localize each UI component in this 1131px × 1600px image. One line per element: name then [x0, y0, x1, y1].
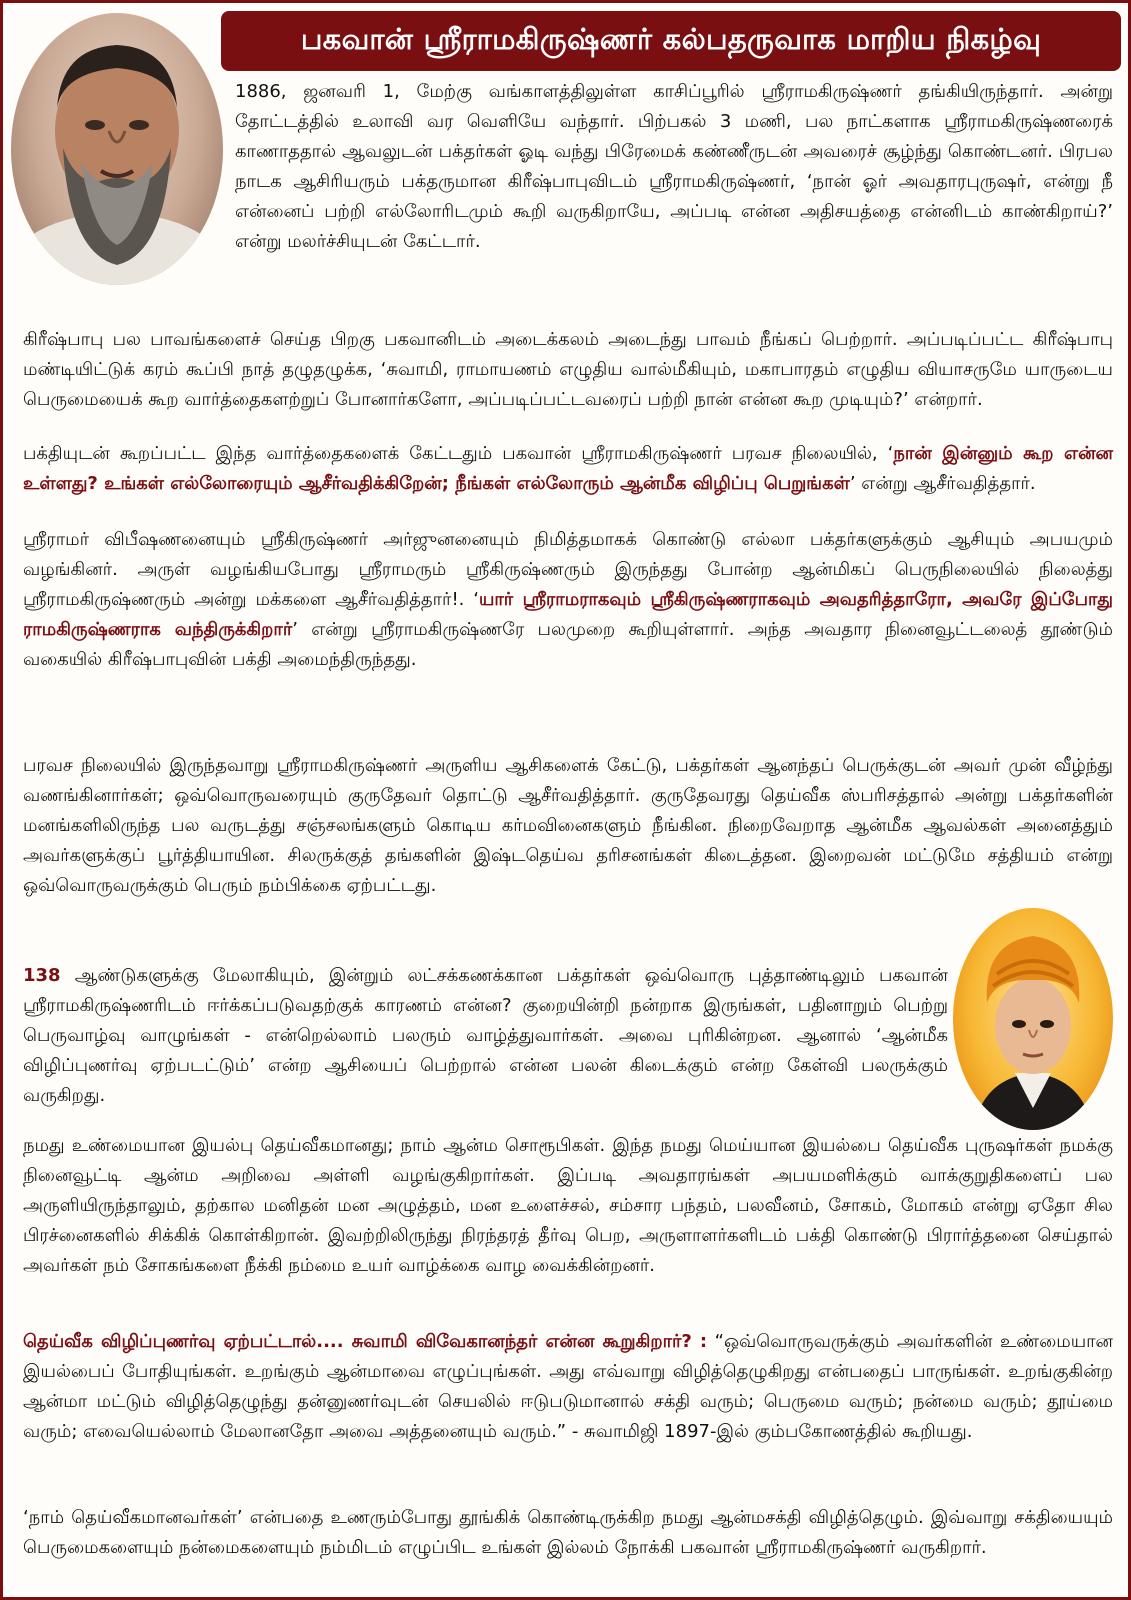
paragraph-blessing [23, 439, 1113, 499]
paragraph-divine-nature-text: நமது உண்மையான இயல்பு தெய்வீகமானது; நாம் ஆன்ம சொரூபிகள். இந்த நமது மெய்யான இயல்பை தெய்வீக புருஷர்கள் நமக்கு நினைவூட்டி ஆன்ம அறிவை அள்ளி வழங்குகிறார்கள். இப்படி அவதாரங்கள் அபயமளிக்கும் வாக்குறுதிகளைப் பல அருளியிருந்தாலும், தற்கால மனிதன் மன அழுத்தம், மன உளைச்சல், சம்சார பந்தம், பலவீனம், சோகம், மோகம் என்று ஏதோ சில பிரச்னைகளில் சிக்கிக் கொள்கிறான். இவற்றிலிருந்து நிரந்தரத் தீர்வு பெற, அருளாளர்களிடம் பக்தி கொண்டு பிரார்த்தனை செய்தால் அவர்கள் நம் சோகங்களை நீக்கி நம்மை உயர் வாழ்க்கை வாழ வைக்கின்றனர். [23, 1135, 1113, 1276]
paragraph-divine-nature [23, 1131, 1113, 1281]
paragraph-vivekananda-text: “ஒவ்வொருவருக்கும் அவர்களின் உண்மையான இயல்பைப் போதியுங்கள். உறங்கும் ஆன்மாவை எழுப்புங்கள். அது எவ்வாறு விழித்தெழுகிறது என்பதைப் பாருங்கள். உறங்குகின்ற ஆன்மா மட்டும் விழித்தெழுந்து தன்னுணர்வுடன் செயலில் ஈடுபடுமானால் சக்தி வரும்; பெருமை வரும்; நன்மை வரும்; தூய்மை வரும்; எவையெல்லாம் மேலானதோ அவை அத்தனையும் வரும்.” - சுவாமிஜி 1897-இல் கும்பகோணத்தில் கூறியது. [23, 1331, 1114, 1442]
paragraph-intro-text: 1886, ஜனவரி 1, மேற்கு வங்காளத்திலுள்ள காசிப்பூரில் ஸ்ரீராமகிருஷ்ணர் தங்கியிருந்தார். அன்று தோட்டத்தில் உலாவி வர வெளியே வந்தார். பிற்பகல் 3 மணி, பல நாட்களாக ஸ்ரீராமகிருஷ்ணரைக் காணாததால் ஆவலுடன் பக்தர்கள் ஓடி வந்து பிரேமைக் கண்ணீருடன் அவரைச் சூழ்ந்து கொண்டனர். பிரபல நாடக ஆசிரியரும் பக்தருமான கிரீஷ்பாபுவிடம் ஸ்ரீராமகிருஷ்ணர், ‘நான் ஓர் அவதாரபுருஷர், என்று நீ என்னைப் பற்றி எல்லோரிடமும் கூறி வருகிறாயே, அப்படி என்ன அதிசயத்தை என்னிடம் காண்கிறாய்?’ என்று மலர்ச்சியுடன் கேட்டார். [235, 81, 1113, 252]
article-title: பகவான் ஸ்ரீராமகிருஷ்ணர் கல்பதருவாக மாறிய நிகழ்வு [221, 11, 1121, 71]
paragraph-blessing-lead: பக்தியுடன் கூறப்பட்ட இந்த வார்த்தைகளைக் கேட்டதும் பகவான் ஸ்ரீராமகிருஷ்ணர் பரவச நிலையில், ‘ [23, 443, 894, 464]
paragraph-closing [23, 1503, 1113, 1563]
paragraph-avatar-tail: ’ என்று ஸ்ரீராமகிருஷ்ணரே பலமுறை கூறியுள்ளார். அந்த அவதார நினைவூட்டலைத் தூண்டும் வகையில் கிரீஷ்பாபுவின் பக்தி அமைந்திருந்தது. [23, 619, 1113, 670]
paragraph-years [23, 961, 948, 1111]
vivekananda-portrait [953, 908, 1113, 1130]
ramakrishna-portrait [11, 13, 223, 285]
vivekananda-heading: தெய்வீக விழிப்புணர்வு ஏற்பட்டால்.... சுவாமி விவேகானந்தர் என்ன கூறுகிறார்? : [23, 1331, 708, 1352]
vivekananda-portrait-drawing [953, 908, 1113, 1130]
paragraph-avatar [23, 525, 1113, 675]
years-count: 138 [23, 965, 61, 986]
paragraph-blessing-tail: ’ என்று ஆசீர்வதித்தார். [849, 473, 1036, 494]
paragraph-vivekananda [23, 1327, 1113, 1447]
paragraph-girish-text: கிரீஷ்பாபு பல பாவங்களைச் செய்த பிறகு பகவானிடம் அடைக்கலம் அடைந்து பாவம் நீங்கப் பெற்றார். அப்படிப்பட்ட கிரீஷ்பாபு மண்டியிட்டுக் கரம் கூப்பி நாத் தழுதழுக்க, ‘சுவாமி, ராமாயணம் எழுதிய வால்மீகியும், மகாபாரதம் எழுதிய வியாசருமே யாருடைய பெருமையைக் கூற வார்த்தைகளற்றுப் போனார்களோ, அப்படிப்பட்டவரைப் பற்றி நான் என்ன கூற முடியும்?’ என்றார். [23, 329, 1113, 410]
paragraph-years-text: ஆண்டுகளுக்கு மேலாகியும், இன்றும் லட்சக்கணக்கான பக்தர்கள் ஒவ்வொரு புத்தாண்டிலும் பகவான் ஸ்ரீராமகிருஷ்ணரிடம் ஈர்க்கப்படுவதற்குக் காரணம் என்ன? குறையின்றி நன்றாக இருங்கள், பதினாறும் பெற்று பெருவாழ்வு வாழுங்கள் - என்றெல்லாம் பலரும் வாழ்த்துவார்கள். அவை புரிகின்றன. ஆனால் ‘ஆன்மீக விழிப்புணர்வு ஏற்படட்டும்’ என்ற ஆசியைப் பெற்றால் என்ன பலன் கிடைக்கும் என்ற கேள்வி பலருக்கும் வருகிறது. [23, 965, 948, 1106]
paragraph-girish [23, 325, 1113, 415]
blessing-quote: நான் இன்னும் கூற என்ன உள்ளது? உங்கள் எல்லோரையும் ஆசீர்வதிக்கிறேன்; நீங்கள் எல்லோரும் ஆன்மீக விழிப்பு பெறுங்கள் [23, 443, 1113, 494]
paragraph-devotees-text: பரவச நிலையில் இருந்தவாறு ஸ்ரீராமகிருஷ்ணர் அருளிய ஆசிகளைக் கேட்டு, பக்தர்கள் ஆனந்தப் பெருக்குடன் அவர் முன் வீழ்ந்து வணங்கினார்கள்; ஒவ்வொருவரையும் குருதேவர் தொட்டு ஆசீர்வதித்தார். குருதேவரது தெய்வீக ஸ்பரிசத்தால் அன்று பக்தர்களின் மனங்களிலிருந்த பல வருடத்து சஞ்சலங்களும் கொடிய கர்மவினைகளும் நீங்கின. நிறைவேறாத ஆன்மீக ஆவல்கள் அனைத்தும் அவர்களுக்குப் பூர்த்தியாயின. சிலருக்குத் தங்களின் இஷ்டதெய்வ தரிசனங்கள் கிடைத்தன. இறைவன் மட்டுமே சத்தியம் என்று ஒவ்வொருவருக்கும் பெரும் நம்பிக்கை ஏற்பட்டது. [23, 755, 1113, 896]
paragraph-closing-text: ‘நாம் தெய்வீகமானவர்கள்’ என்பதை உணரும்போது தூங்கிக் கொண்டிருக்கிற நமது ஆன்மசக்தி விழித்தெழும். இவ்வாறு சக்தியையும் பெருமைகளையும் நன்மைகளையும் நம்மிடம் எழுப்பிட உங்கள் இல்லம் நோக்கி பகவான் ஸ்ரீராமகிருஷ்ணர் வருகிறார். [23, 1507, 1113, 1558]
ramakrishna-portrait-drawing [11, 13, 223, 285]
paragraph-devotees [23, 751, 1113, 901]
paragraph-avatar-lead: ஸ்ரீராமர் விபீஷணனையும் ஸ்ரீகிருஷ்ணர் அர்ஜுனனையும் நிமித்தமாகக் கொண்டு எல்லா பக்தர்களுக்கும் ஆசியும் அபயமும் வழங்கினர். அருள் வழங்கியபோது ஸ்ரீராமரும் ஸ்ரீகிருஷ்ணரும் இருந்தது போன்ற ஆன்மிகப் பெருநிலையில் நிலைத்து ஸ்ரீராமகிருஷ்ணரும் அன்று மக்களை ஆசீர்வதித்தார்!. ‘ [23, 529, 1113, 610]
paragraph-intro [235, 77, 1113, 257]
avatar-quote: யார் ஸ்ரீராமராகவும் ஸ்ரீகிருஷ்ணராகவும் அவதரித்தாரோ, அவரே இப்போது ராமகிருஷ்ணராக வந்திருக்கிறார் [23, 589, 1113, 640]
